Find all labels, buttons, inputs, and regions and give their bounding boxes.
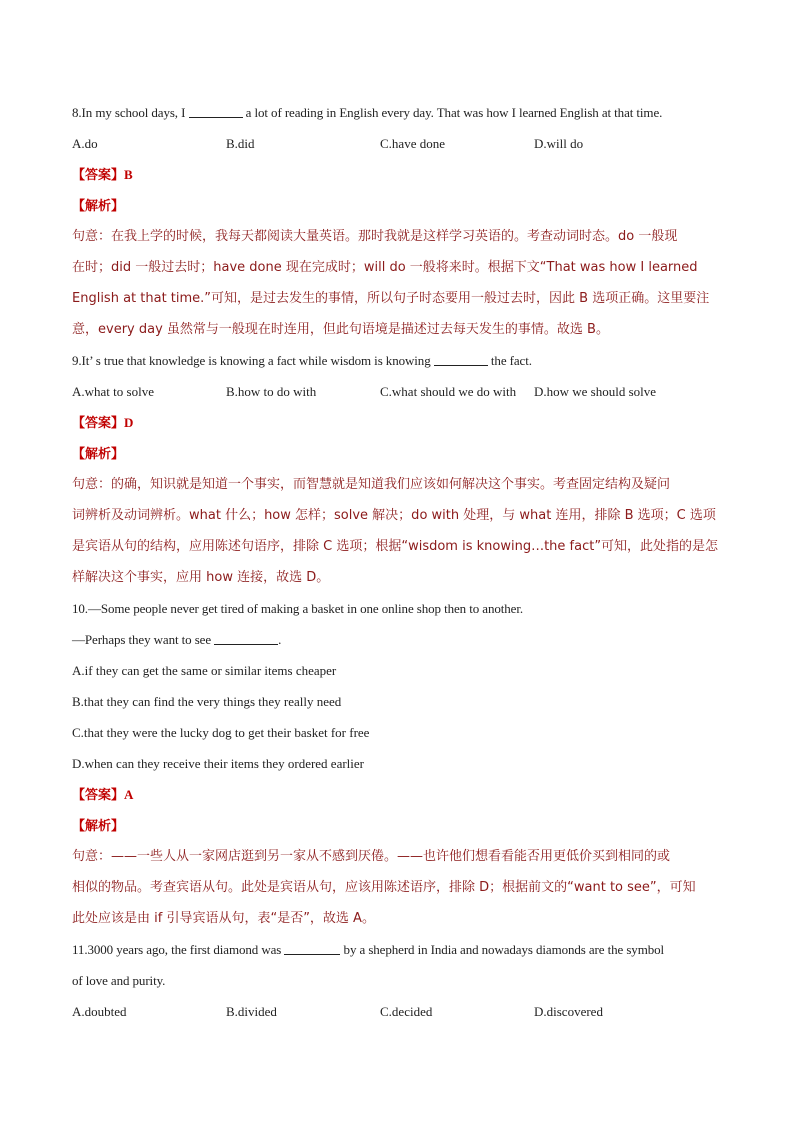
answer-blank xyxy=(284,942,340,955)
answer-blank xyxy=(434,353,488,366)
answer-blank xyxy=(189,105,243,118)
option-b: B.divided xyxy=(226,1004,277,1019)
answer-letter: B xyxy=(124,167,133,182)
option-c: C.what should we do with xyxy=(380,384,517,399)
option-b: B.that they can find the very things they really need xyxy=(72,694,342,709)
explanation-line: 句意：——一些人从一家网店逛到另一家从不感到厌倦。——也许他们想看看能否用更低价买到相同的或 xyxy=(72,849,671,864)
question-8-explanation xyxy=(72,221,722,345)
option-b: B.how to do with xyxy=(226,384,317,399)
question-11-text-start: 11.3000 years ago, the first diamond was xyxy=(72,942,285,957)
answer-blank xyxy=(214,632,278,645)
option-c: C.that they were the lucky dog to get their basket for free xyxy=(72,725,370,740)
option-d: D.how we should solve xyxy=(534,384,657,399)
question-8-options xyxy=(72,128,722,159)
question-10-reply-start: —Perhaps they want to see xyxy=(72,632,215,647)
explanation-line: 相似的物品。考查宾语从句。此处是宾语从句，应该用陈述语序，排除 D；根据前文的“want to see”，可知 xyxy=(72,880,696,895)
question-8-answer xyxy=(72,159,722,190)
question-11-continued: of love and purity. xyxy=(72,973,166,988)
question-9-text-start: 9.It’ s true that knowledge is knowing a fact while wisdom is knowing xyxy=(72,353,434,368)
option-c: C.have done xyxy=(380,136,445,151)
question-10: 10.—Some people never get tired of making a basket in one online shop then to another. xyxy=(72,601,523,616)
option-c: C.decided xyxy=(380,1004,433,1019)
document-page xyxy=(72,97,722,1027)
explanation-line: 意，every day 虽然常与一般现在时连用，但此句语境是描述过去每天发生的事情。故选 B。 xyxy=(72,322,609,337)
option-a: A.if they can get the same or similar items cheaper xyxy=(72,663,337,678)
option-a: A.do xyxy=(72,136,98,151)
explanation-line: 此处应该是由 if 引导宾语从句，表“是否”，故选 A。 xyxy=(72,911,375,926)
question-9-text-end: the fact. xyxy=(487,353,532,368)
option-d: D.when can they receive their items they ordered earlier xyxy=(72,756,364,771)
option-d: D.discovered xyxy=(534,1004,603,1019)
option-a: A.doubted xyxy=(72,1004,127,1019)
question-9-options xyxy=(72,376,722,407)
explanation-line: English at that time.”可知，是过去发生的事情，所以句子时态要用一般过去时，因此 B 选项正确。这里要注 xyxy=(72,291,710,306)
question-11-options xyxy=(72,996,722,1027)
question-9 xyxy=(72,345,722,376)
question-10-reply xyxy=(72,624,722,655)
explanation-line: 在时；did 一般过去时；have done 现在完成时；will do 一般将来时。根据下文“That was how I learned xyxy=(72,260,698,275)
question-10-explanation xyxy=(72,841,722,934)
analysis-label: 【解析】 xyxy=(72,819,125,834)
answer-label: 【答案】 xyxy=(72,788,125,803)
question-10-answer xyxy=(72,779,722,810)
question-8 xyxy=(72,97,722,128)
explanation-line: 句意：在我上学的时候，我每天都阅读大量英语。那时我就是这样学习英语的。考查动词时态。do 一般现 xyxy=(72,229,678,244)
analysis-label: 【解析】 xyxy=(72,199,125,214)
question-9-answer xyxy=(72,407,722,438)
explanation-line: 句意：的确，知识就是知道一个事实，而智慧就是知道我们应该如何解决这个事实。考查固定结构及疑问 xyxy=(72,477,671,492)
question-9-explanation xyxy=(72,469,722,593)
question-8-text-start: 8.In my school days, I xyxy=(72,105,189,120)
option-a: A.what to solve xyxy=(72,384,154,399)
analysis-label: 【解析】 xyxy=(72,447,125,462)
question-9-analysis-heading xyxy=(72,438,722,469)
question-10-reply-end: . xyxy=(278,632,282,647)
question-10-analysis-heading xyxy=(72,810,722,841)
answer-label: 【答案】 xyxy=(72,168,125,183)
explanation-line: 词辨析及动词辨析。what 什么；how 怎样；solve 解决；do with 处理，与 what 连用，排除 B 选项；C 选项 xyxy=(72,508,716,523)
explanation-line: 是宾语从句的结构，应用陈述句语序，排除 C 选项；根据“wisdom is knowing…the fact”可知，此处指的是怎 xyxy=(72,539,719,554)
explanation-line: 样解决这个事实，应用 how 连接，故选 D。 xyxy=(72,570,330,585)
answer-letter: A xyxy=(124,787,134,802)
option-b: B.did xyxy=(226,136,255,151)
answer-label: 【答案】 xyxy=(72,416,125,431)
question-8-analysis-heading xyxy=(72,190,722,221)
answer-letter: D xyxy=(124,415,134,430)
question-11 xyxy=(72,934,722,965)
option-d: D.will do xyxy=(534,136,584,151)
question-11-text-end: by a shepherd in India and nowadays diamonds are the symbol xyxy=(340,942,665,957)
question-8-text-end: a lot of reading in English every day. That was how I learned English at that time. xyxy=(242,105,663,120)
